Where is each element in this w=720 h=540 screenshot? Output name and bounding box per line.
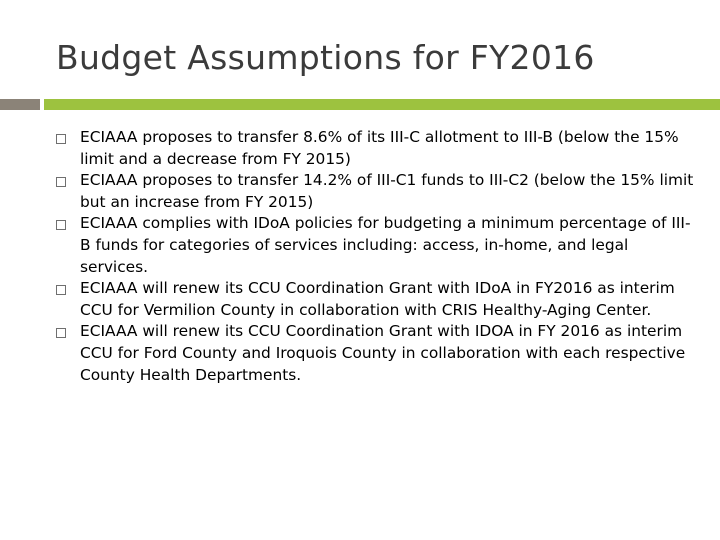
title-divider-gray-bar: [0, 99, 40, 110]
hollow-square-bullet-icon: [56, 134, 66, 144]
hollow-square-bullet-icon: [56, 177, 66, 187]
bullet-list: [54, 127, 694, 386]
bullet-item: [54, 321, 694, 386]
hollow-square-bullet-icon: [56, 220, 66, 230]
bullet-item: [54, 127, 694, 170]
bullet-text: ECIAAA will renew its CCU Coordination Grant with IDOA in FY 2016 as interim CCU for Ford County and Iroquois County in collaboration with each respective County Health Departments.: [80, 322, 686, 384]
hollow-square-bullet-icon: [56, 328, 66, 338]
bullet-item: [54, 170, 694, 213]
bullet-text: ECIAAA proposes to transfer 14.2% of III-C1 funds to III-C2 (below the 15% limit but an increase from FY 2015): [80, 171, 694, 211]
title-divider-green-bar: [44, 99, 720, 110]
slide-title: Budget Assumptions for FY2016: [56, 38, 595, 77]
bullet-item: [54, 278, 694, 321]
bullet-item: [54, 213, 694, 278]
hollow-square-bullet-icon: [56, 285, 66, 295]
bullet-text: ECIAAA will renew its CCU Coordination Grant with IDoA in FY2016 as interim CCU for Vermilion County in collaboration with CRIS Healthy-Aging Center.: [80, 279, 675, 319]
bullet-text: ECIAAA proposes to transfer 8.6% of its III-C allotment to III-B (below the 15% limit and a decrease from FY 2015): [80, 128, 679, 168]
bullet-text: ECIAAA complies with IDoA policies for budgeting a minimum percentage of III-B funds for categories of services including: access, in-home, and legal services.: [80, 214, 691, 276]
